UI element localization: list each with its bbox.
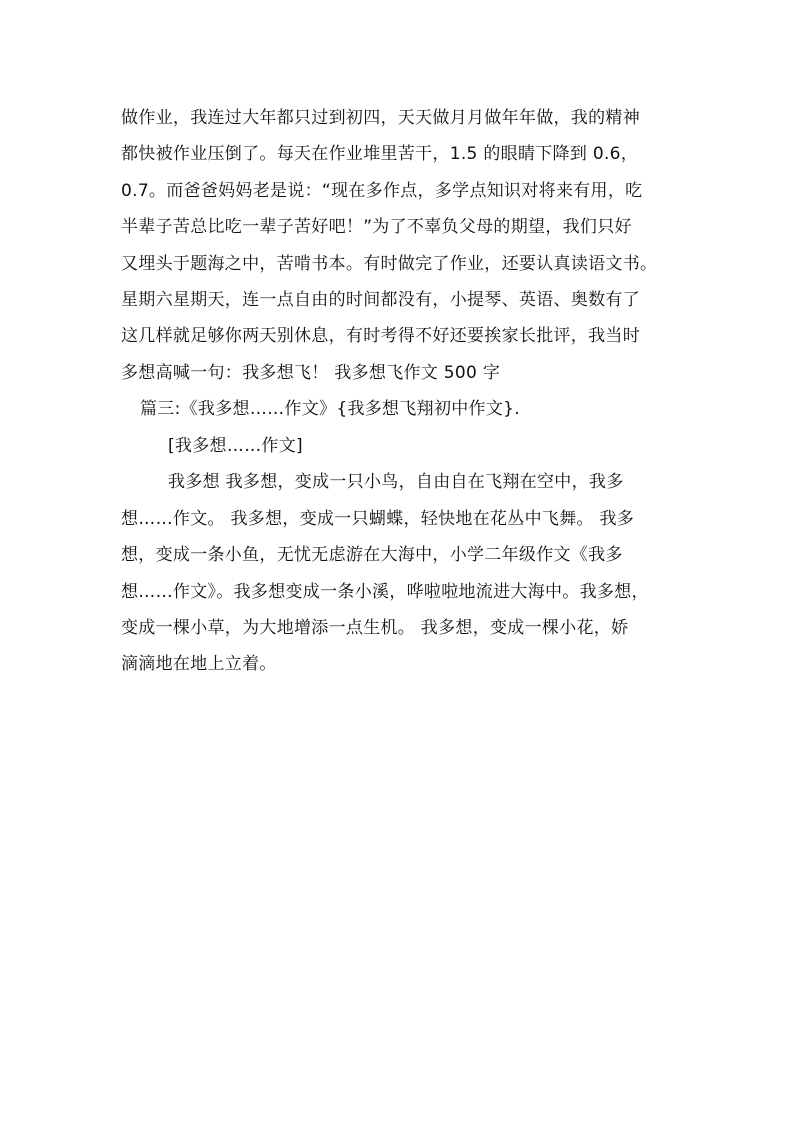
paragraph2-line-3: 想，变成一条小鱼，无忧无虑游在大海中，小学二年级作文《我多 [121, 545, 623, 565]
paragraph2-line-1: 我多想 我多想，变成一只小鸟，自由自在飞翔在空中，我多 [168, 472, 624, 492]
paragraph1-line-8: 多想高喊一句：我多想飞！ 我多想飞作文 500 字 [121, 363, 501, 383]
paragraph2-line-5: 变成一棵小草，为大地增添一点生机。 我多想，变成一棵小花，娇 [121, 618, 629, 638]
paragraph1-line-5: 又埋头于题海之中，苦啃书本。有时做完了作业，还要认真读语文书。 [121, 254, 658, 274]
paragraph2-line-2: 想……作文。 我多想，变成一只蝴蝶，轻快地在花丛中飞舞。 我多 [121, 509, 635, 529]
sub-heading: [我多想……作文] [168, 436, 303, 456]
paragraph1-line-6: 星期六星期天，连一点自由的时间都没有，小提琴、英语、奥数有了 [121, 290, 640, 310]
paragraph1-line-4: 半辈子苦总比吃一辈子苦好吧！”为了不辜负父母的期望，我们只好 [121, 217, 632, 237]
paragraph2-line-4: 想……作文》。我多想变成一条小溪，哗啦啦地流进大海中。我多想， [121, 582, 649, 602]
paragraph1-line-1: 做作业，我连过大年都只过到初四，天天做月月做年年做，我的精神 [121, 108, 640, 128]
paragraph2-line-6: 滴滴地在地上立着。 [121, 654, 277, 674]
paragraph1-line-7: 这几样就足够你两天别休息，有时考得不好还要挨家长批评，我当时 [121, 326, 640, 346]
paragraph1-line-2: 都快被作业压倒了。每天在作业堆里苦干，1.5 的眼睛下降到 0.6， [121, 144, 639, 164]
paragraph1-line-3: 0.7。而爸爸妈妈老是说：“现在多作点，多学点知识对将来有用，吃 [121, 181, 643, 201]
section-heading: 篇三:《我多想……作文》{我多想飞翔初中作文}. [140, 399, 520, 419]
